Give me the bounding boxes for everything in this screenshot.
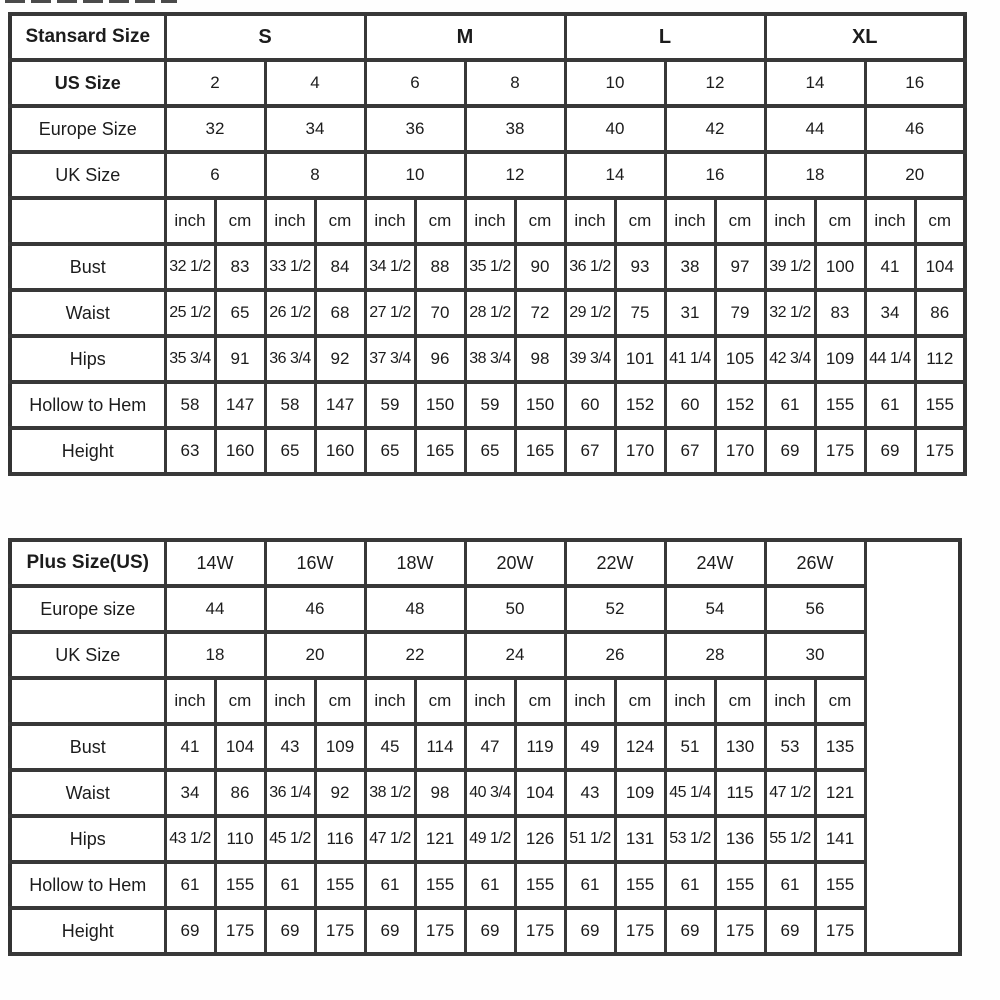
measurement-value-cell: 65 xyxy=(465,428,515,474)
measurement-value-cell: 41 1/4 xyxy=(665,336,715,382)
measurement-value-cell: 100 xyxy=(815,244,865,290)
measurement-value-cell: 155 xyxy=(515,862,565,908)
size-value-cell: 34 xyxy=(265,106,365,152)
measurement-value-cell: 47 xyxy=(465,724,515,770)
measurement-value-cell: 44 1/4 xyxy=(865,336,915,382)
measurement-value-cell: 61 xyxy=(365,862,415,908)
measurement-value-cell: 61 xyxy=(765,382,815,428)
measurement-value-cell: 136 xyxy=(715,816,765,862)
measurement-value-cell: 69 xyxy=(765,428,815,474)
measurement-value-cell: 69 xyxy=(765,908,815,954)
measurement-value-cell: 155 xyxy=(815,862,865,908)
scan-artifact-line xyxy=(5,0,177,3)
measurement-value-cell: 175 xyxy=(815,908,865,954)
size-group-header: L xyxy=(565,14,765,60)
row-label: Hollow to Hem xyxy=(10,382,165,428)
unit-inch-header: inch xyxy=(265,198,315,244)
measurement-value-cell: 170 xyxy=(615,428,665,474)
unit-cm-header: cm xyxy=(715,198,765,244)
measurement-value-cell: 55 1/2 xyxy=(765,816,815,862)
measurement-value-cell: 41 xyxy=(165,724,215,770)
measurement-value-cell: 109 xyxy=(815,336,865,382)
size-value-cell: 10 xyxy=(365,152,465,198)
unit-inch-header: inch xyxy=(665,678,715,724)
measurement-value-cell: 38 xyxy=(665,244,715,290)
measurement-value-cell: 45 1/4 xyxy=(665,770,715,816)
measurement-value-cell: 135 xyxy=(815,724,865,770)
size-value-cell: 38 xyxy=(465,106,565,152)
size-value-cell: 54 xyxy=(665,586,765,632)
measurement-value-cell: 61 xyxy=(565,862,615,908)
measurement-value-cell: 170 xyxy=(715,428,765,474)
measurement-value-cell: 35 1/2 xyxy=(465,244,515,290)
size-value-cell: 50 xyxy=(465,586,565,632)
unit-cm-header: cm xyxy=(915,198,965,244)
measurement-value-cell: 121 xyxy=(415,816,465,862)
measurement-value-cell: 69 xyxy=(365,908,415,954)
unit-cm-header: cm xyxy=(715,678,765,724)
measurement-value-cell: 165 xyxy=(515,428,565,474)
measurement-value-cell: 32 1/2 xyxy=(165,244,215,290)
size-value-cell: 2 xyxy=(165,60,265,106)
measurement-value-cell: 61 xyxy=(465,862,515,908)
measurement-value-cell: 155 xyxy=(315,862,365,908)
measurement-value-cell: 49 xyxy=(565,724,615,770)
measurement-value-cell: 98 xyxy=(515,336,565,382)
size-value-cell: 16 xyxy=(865,60,965,106)
size-value-cell: 26 xyxy=(565,632,665,678)
measurement-value-cell: 53 1/2 xyxy=(665,816,715,862)
measurement-value-cell: 69 xyxy=(865,428,915,474)
measurement-value-cell: 69 xyxy=(565,908,615,954)
unit-inch-header: inch xyxy=(765,198,815,244)
measurement-value-cell: 83 xyxy=(815,290,865,336)
measurement-value-cell: 34 xyxy=(165,770,215,816)
measurement-value-cell: 69 xyxy=(165,908,215,954)
measurement-value-cell: 61 xyxy=(665,862,715,908)
measurement-value-cell: 68 xyxy=(315,290,365,336)
measurement-value-cell: 150 xyxy=(415,382,465,428)
measurement-value-cell: 49 1/2 xyxy=(465,816,515,862)
measurement-value-cell: 92 xyxy=(315,770,365,816)
unit-cm-header: cm xyxy=(615,678,665,724)
measurement-value-cell: 110 xyxy=(215,816,265,862)
size-value-cell: 36 xyxy=(365,106,465,152)
empty-trailing-cell xyxy=(865,540,960,954)
row-label: Bust xyxy=(10,724,165,770)
measurement-value-cell: 69 xyxy=(665,908,715,954)
size-value-cell: 14 xyxy=(565,152,665,198)
size-value-cell: 18 xyxy=(765,152,865,198)
size-group-header: 24W xyxy=(665,540,765,586)
measurement-value-cell: 70 xyxy=(415,290,465,336)
size-value-cell: 28 xyxy=(665,632,765,678)
measurement-value-cell: 43 xyxy=(265,724,315,770)
row-label: Hips xyxy=(10,336,165,382)
size-value-cell: 52 xyxy=(565,586,665,632)
measurement-value-cell: 147 xyxy=(315,382,365,428)
measurement-value-cell: 36 1/4 xyxy=(265,770,315,816)
size-value-cell: 4 xyxy=(265,60,365,106)
unit-inch-header: inch xyxy=(665,198,715,244)
size-value-cell: 22 xyxy=(365,632,465,678)
measurement-value-cell: 175 xyxy=(615,908,665,954)
size-value-cell: 32 xyxy=(165,106,265,152)
size-group-header: 26W xyxy=(765,540,865,586)
row-label: UK Size xyxy=(10,632,165,678)
measurement-value-cell: 93 xyxy=(615,244,665,290)
size-group-header: 22W xyxy=(565,540,665,586)
measurement-value-cell: 130 xyxy=(715,724,765,770)
row-label: Hollow to Hem xyxy=(10,862,165,908)
size-group-header: 14W xyxy=(165,540,265,586)
unit-cm-header: cm xyxy=(515,678,565,724)
row-label: UK Size xyxy=(10,152,165,198)
row-label: Waist xyxy=(10,290,165,336)
measurement-value-cell: 115 xyxy=(715,770,765,816)
measurement-value-cell: 61 xyxy=(265,862,315,908)
unit-cm-header: cm xyxy=(415,198,465,244)
size-group-header: M xyxy=(365,14,565,60)
unit-inch-header: inch xyxy=(765,678,815,724)
measurement-value-cell: 60 xyxy=(565,382,615,428)
row-label: Height xyxy=(10,908,165,954)
measurement-value-cell: 38 3/4 xyxy=(465,336,515,382)
measurement-value-cell: 92 xyxy=(315,336,365,382)
measurement-value-cell: 40 3/4 xyxy=(465,770,515,816)
measurement-value-cell: 105 xyxy=(715,336,765,382)
measurement-value-cell: 175 xyxy=(315,908,365,954)
measurement-value-cell: 155 xyxy=(915,382,965,428)
size-value-cell: 6 xyxy=(165,152,265,198)
measurement-value-cell: 58 xyxy=(165,382,215,428)
unit-cm-header: cm xyxy=(315,678,365,724)
size-value-cell: 44 xyxy=(765,106,865,152)
measurement-value-cell: 47 1/2 xyxy=(765,770,815,816)
measurement-value-cell: 141 xyxy=(815,816,865,862)
standard-size-chart-table xyxy=(8,12,967,476)
measurement-value-cell: 96 xyxy=(415,336,465,382)
unit-cm-header: cm xyxy=(415,678,465,724)
measurement-value-cell: 86 xyxy=(915,290,965,336)
unit-cm-header: cm xyxy=(215,678,265,724)
measurement-value-cell: 43 xyxy=(565,770,615,816)
measurement-value-cell: 147 xyxy=(215,382,265,428)
row-label: Waist xyxy=(10,770,165,816)
measurement-value-cell: 160 xyxy=(215,428,265,474)
measurement-value-cell: 65 xyxy=(365,428,415,474)
corner-label: Plus Size(US) xyxy=(10,540,165,586)
measurement-value-cell: 124 xyxy=(615,724,665,770)
measurement-value-cell: 175 xyxy=(715,908,765,954)
measurement-value-cell: 175 xyxy=(415,908,465,954)
measurement-value-cell: 69 xyxy=(265,908,315,954)
measurement-value-cell: 45 1/2 xyxy=(265,816,315,862)
unit-inch-header: inch xyxy=(465,198,515,244)
measurement-value-cell: 104 xyxy=(215,724,265,770)
units-row-spacer xyxy=(10,198,165,244)
measurement-value-cell: 65 xyxy=(215,290,265,336)
measurement-value-cell: 37 3/4 xyxy=(365,336,415,382)
measurement-value-cell: 34 1/2 xyxy=(365,244,415,290)
measurement-value-cell: 41 xyxy=(865,244,915,290)
measurement-value-cell: 165 xyxy=(415,428,465,474)
measurement-value-cell: 51 1/2 xyxy=(565,816,615,862)
plus-size-chart-table xyxy=(8,538,962,956)
measurement-value-cell: 28 1/2 xyxy=(465,290,515,336)
measurement-value-cell: 39 1/2 xyxy=(765,244,815,290)
measurement-value-cell: 42 3/4 xyxy=(765,336,815,382)
size-value-cell: 8 xyxy=(465,60,565,106)
measurement-value-cell: 152 xyxy=(615,382,665,428)
row-label: Height xyxy=(10,428,165,474)
size-value-cell: 8 xyxy=(265,152,365,198)
size-value-cell: 12 xyxy=(665,60,765,106)
measurement-value-cell: 131 xyxy=(615,816,665,862)
unit-inch-header: inch xyxy=(165,198,215,244)
measurement-value-cell: 88 xyxy=(415,244,465,290)
measurement-value-cell: 61 xyxy=(165,862,215,908)
measurement-value-cell: 26 1/2 xyxy=(265,290,315,336)
size-value-cell: 30 xyxy=(765,632,865,678)
size-value-cell: 24 xyxy=(465,632,565,678)
size-value-cell: 18 xyxy=(165,632,265,678)
unit-cm-header: cm xyxy=(215,198,265,244)
measurement-value-cell: 25 1/2 xyxy=(165,290,215,336)
measurement-value-cell: 126 xyxy=(515,816,565,862)
measurement-value-cell: 69 xyxy=(465,908,515,954)
measurement-value-cell: 36 1/2 xyxy=(565,244,615,290)
measurement-value-cell: 160 xyxy=(315,428,365,474)
measurement-value-cell: 152 xyxy=(715,382,765,428)
measurement-value-cell: 101 xyxy=(615,336,665,382)
measurement-value-cell: 155 xyxy=(415,862,465,908)
measurement-value-cell: 104 xyxy=(515,770,565,816)
measurement-value-cell: 109 xyxy=(615,770,665,816)
measurement-value-cell: 109 xyxy=(315,724,365,770)
unit-cm-header: cm xyxy=(315,198,365,244)
row-label: Bust xyxy=(10,244,165,290)
measurement-value-cell: 155 xyxy=(215,862,265,908)
row-label: Hips xyxy=(10,816,165,862)
measurement-value-cell: 112 xyxy=(915,336,965,382)
size-group-header: 20W xyxy=(465,540,565,586)
measurement-value-cell: 98 xyxy=(415,770,465,816)
measurement-value-cell: 47 1/2 xyxy=(365,816,415,862)
measurement-value-cell: 175 xyxy=(915,428,965,474)
measurement-value-cell: 63 xyxy=(165,428,215,474)
size-value-cell: 46 xyxy=(865,106,965,152)
measurement-value-cell: 33 1/2 xyxy=(265,244,315,290)
units-row-spacer xyxy=(10,678,165,724)
measurement-value-cell: 60 xyxy=(665,382,715,428)
measurement-value-cell: 27 1/2 xyxy=(365,290,415,336)
corner-label: Stansard Size xyxy=(10,14,165,60)
measurement-value-cell: 155 xyxy=(715,862,765,908)
measurement-value-cell: 119 xyxy=(515,724,565,770)
measurement-value-cell: 31 xyxy=(665,290,715,336)
unit-inch-header: inch xyxy=(565,678,615,724)
measurement-value-cell: 79 xyxy=(715,290,765,336)
size-value-cell: 42 xyxy=(665,106,765,152)
measurement-value-cell: 75 xyxy=(615,290,665,336)
row-label: Europe Size xyxy=(10,106,165,152)
measurement-value-cell: 58 xyxy=(265,382,315,428)
measurement-value-cell: 67 xyxy=(665,428,715,474)
unit-inch-header: inch xyxy=(465,678,515,724)
unit-inch-header: inch xyxy=(865,198,915,244)
measurement-value-cell: 175 xyxy=(815,428,865,474)
size-value-cell: 20 xyxy=(865,152,965,198)
measurement-value-cell: 32 1/2 xyxy=(765,290,815,336)
row-label: US Size xyxy=(10,60,165,106)
size-value-cell: 16 xyxy=(665,152,765,198)
unit-cm-header: cm xyxy=(815,678,865,724)
measurement-value-cell: 43 1/2 xyxy=(165,816,215,862)
measurement-value-cell: 86 xyxy=(215,770,265,816)
size-value-cell: 14 xyxy=(765,60,865,106)
measurement-value-cell: 51 xyxy=(665,724,715,770)
measurement-value-cell: 97 xyxy=(715,244,765,290)
size-group-header: S xyxy=(165,14,365,60)
measurement-value-cell: 59 xyxy=(465,382,515,428)
measurement-value-cell: 150 xyxy=(515,382,565,428)
unit-inch-header: inch xyxy=(165,678,215,724)
unit-inch-header: inch xyxy=(365,678,415,724)
measurement-value-cell: 45 xyxy=(365,724,415,770)
size-value-cell: 10 xyxy=(565,60,665,106)
size-value-cell: 44 xyxy=(165,586,265,632)
measurement-value-cell: 61 xyxy=(865,382,915,428)
size-value-cell: 12 xyxy=(465,152,565,198)
measurement-value-cell: 65 xyxy=(265,428,315,474)
size-value-cell: 56 xyxy=(765,586,865,632)
size-value-cell: 6 xyxy=(365,60,465,106)
measurement-value-cell: 90 xyxy=(515,244,565,290)
unit-cm-header: cm xyxy=(515,198,565,244)
measurement-value-cell: 91 xyxy=(215,336,265,382)
measurement-value-cell: 67 xyxy=(565,428,615,474)
size-group-header: 18W xyxy=(365,540,465,586)
size-value-cell: 48 xyxy=(365,586,465,632)
unit-inch-header: inch xyxy=(365,198,415,244)
measurement-value-cell: 104 xyxy=(915,244,965,290)
measurement-value-cell: 59 xyxy=(365,382,415,428)
unit-cm-header: cm xyxy=(815,198,865,244)
unit-inch-header: inch xyxy=(265,678,315,724)
size-value-cell: 40 xyxy=(565,106,665,152)
size-group-header: 16W xyxy=(265,540,365,586)
unit-inch-header: inch xyxy=(565,198,615,244)
measurement-value-cell: 121 xyxy=(815,770,865,816)
measurement-value-cell: 38 1/2 xyxy=(365,770,415,816)
measurement-value-cell: 34 xyxy=(865,290,915,336)
measurement-value-cell: 39 3/4 xyxy=(565,336,615,382)
unit-cm-header: cm xyxy=(615,198,665,244)
measurement-value-cell: 83 xyxy=(215,244,265,290)
size-group-header: XL xyxy=(765,14,965,60)
measurement-value-cell: 114 xyxy=(415,724,465,770)
measurement-value-cell: 72 xyxy=(515,290,565,336)
measurement-value-cell: 155 xyxy=(815,382,865,428)
measurement-value-cell: 53 xyxy=(765,724,815,770)
size-value-cell: 20 xyxy=(265,632,365,678)
measurement-value-cell: 84 xyxy=(315,244,365,290)
size-value-cell: 46 xyxy=(265,586,365,632)
measurement-value-cell: 36 3/4 xyxy=(265,336,315,382)
measurement-value-cell: 175 xyxy=(215,908,265,954)
measurement-value-cell: 116 xyxy=(315,816,365,862)
measurement-value-cell: 155 xyxy=(615,862,665,908)
row-label: Europe size xyxy=(10,586,165,632)
measurement-value-cell: 35 3/4 xyxy=(165,336,215,382)
measurement-value-cell: 29 1/2 xyxy=(565,290,615,336)
measurement-value-cell: 175 xyxy=(515,908,565,954)
measurement-value-cell: 61 xyxy=(765,862,815,908)
